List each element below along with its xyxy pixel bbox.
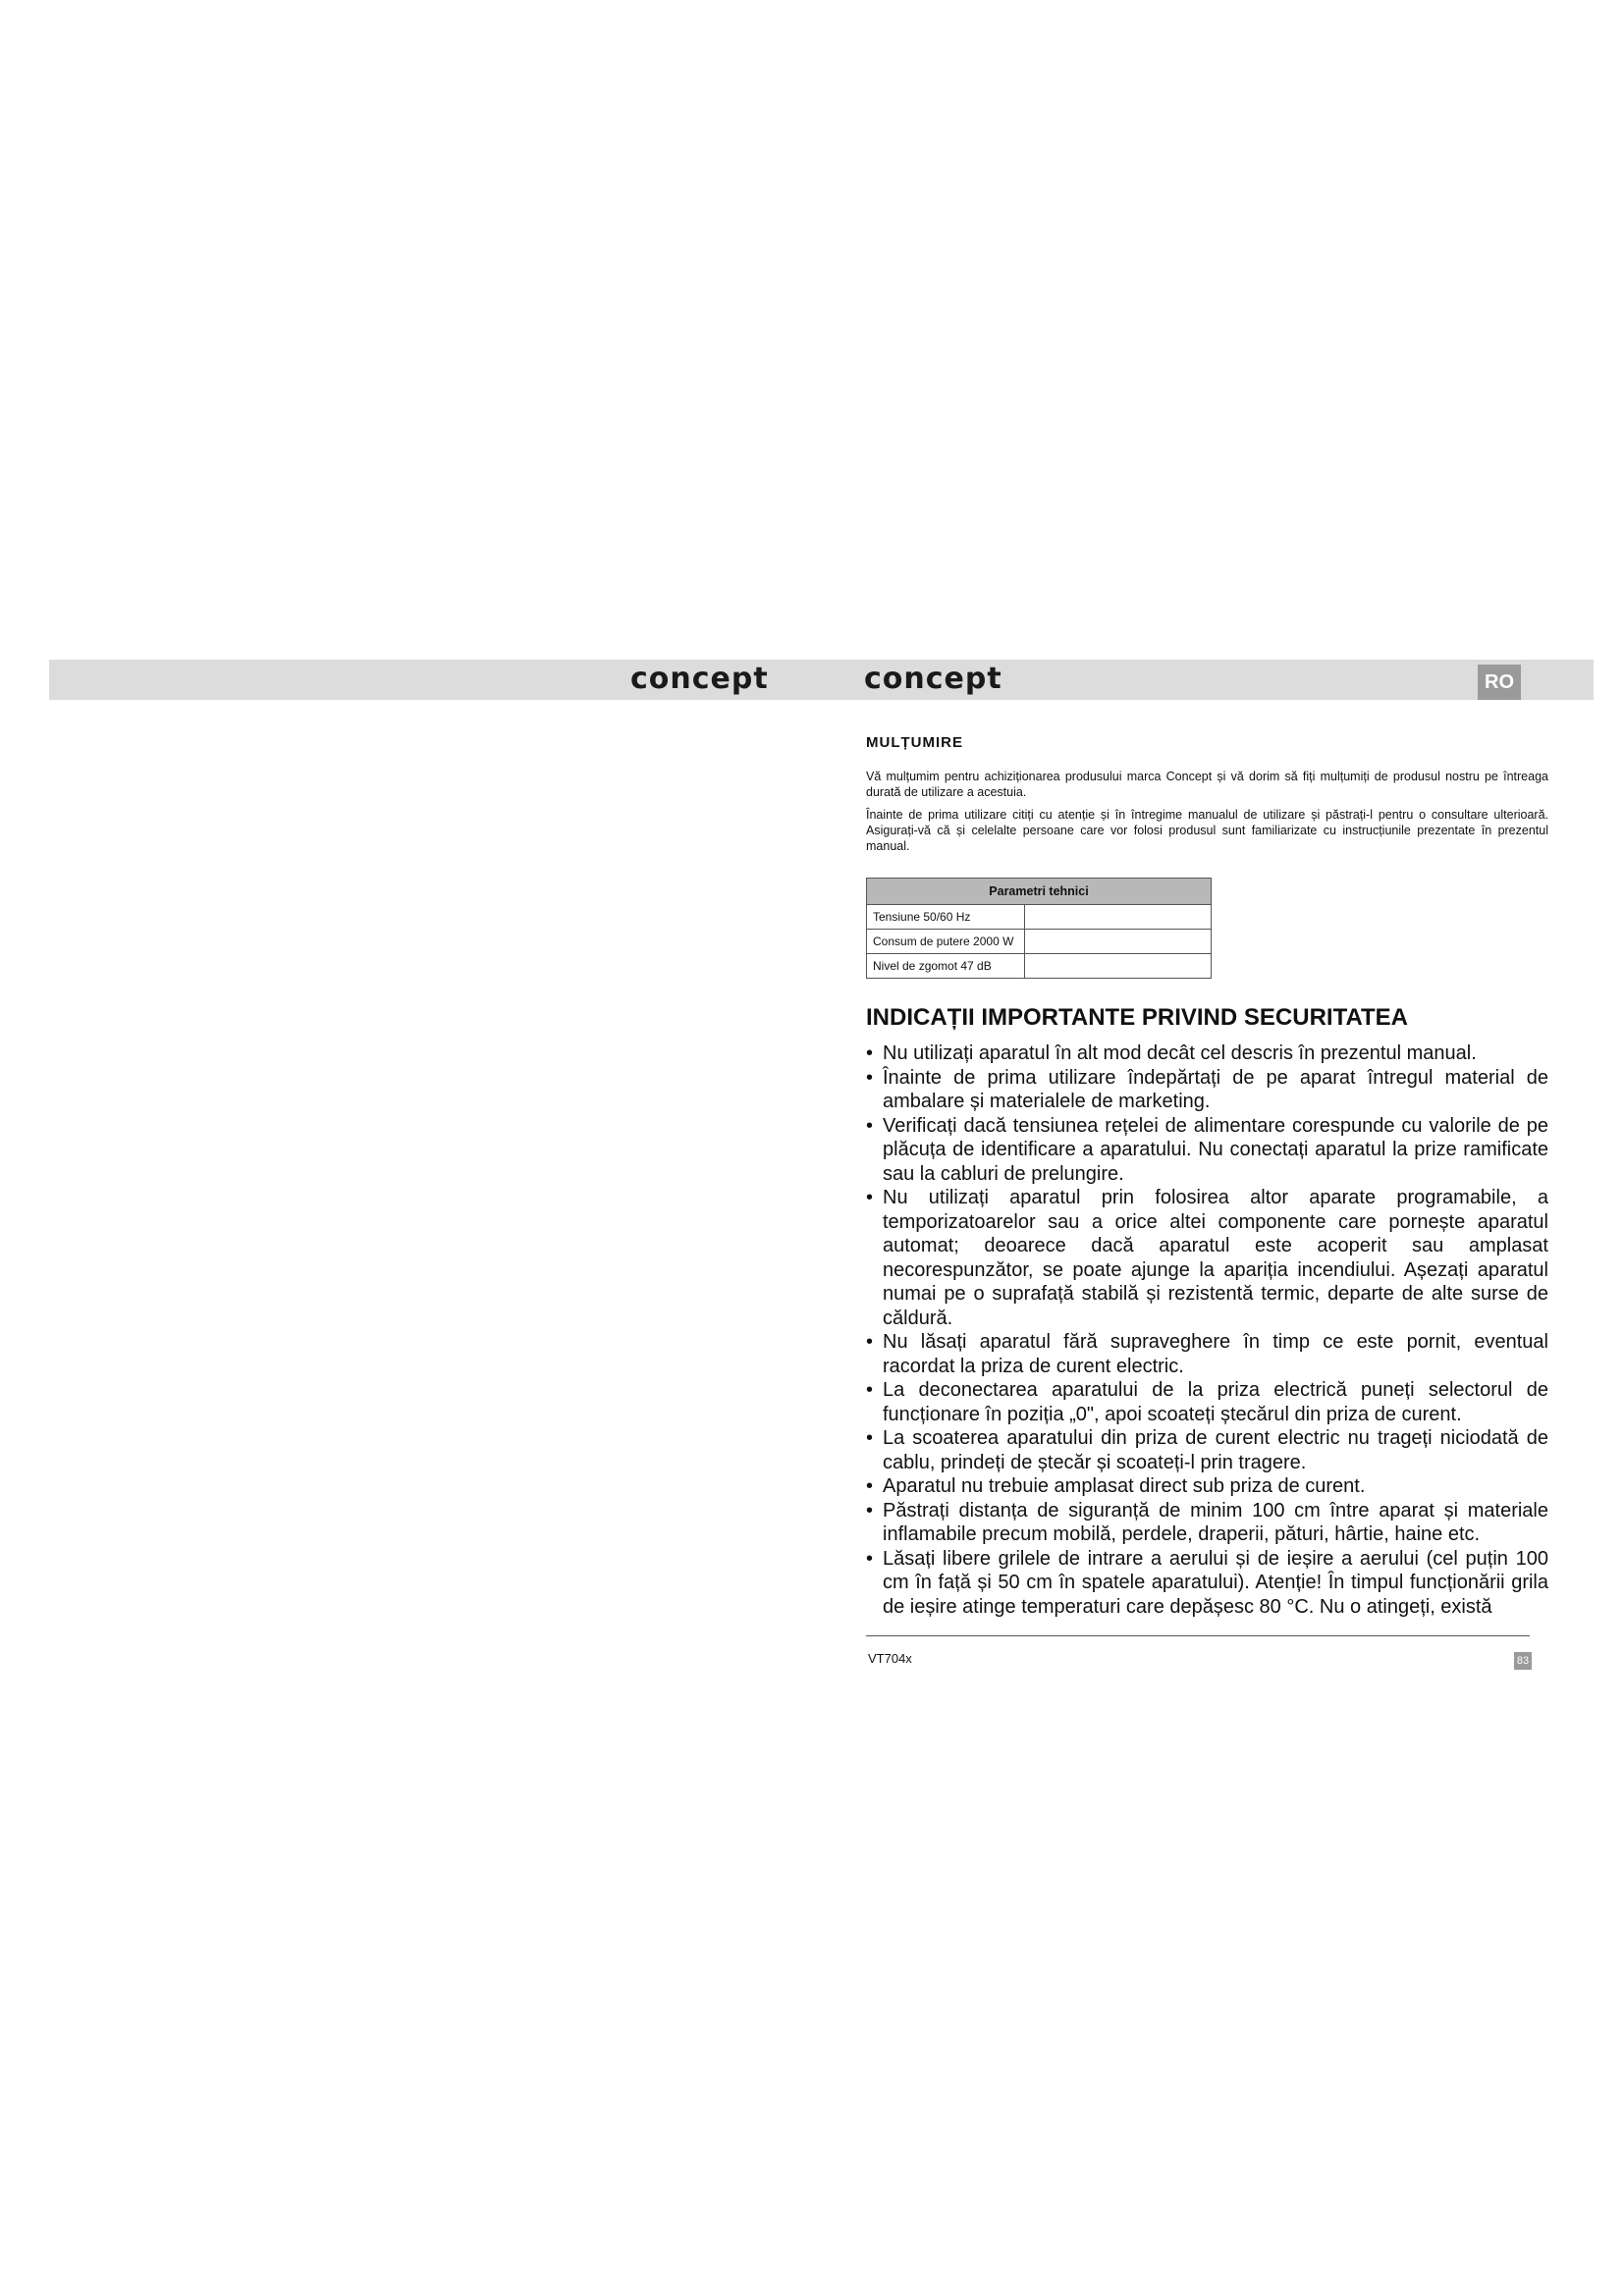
brand-logo-left: concept bbox=[630, 662, 769, 696]
thanks-heading: MULȚUMIRE bbox=[866, 734, 963, 751]
intro-paragraph: Vă mulțumim pentru achiziționarea produsului marca Concept și vă dorim să fiți mulțumiți de produsul nostru pe întreaga durată de utilizare a acestuia. bbox=[866, 770, 1548, 799]
brand-logo-right: concept bbox=[864, 662, 1002, 696]
list-item: • Lăsați libere grilele de intrare a aerului și de ieșire a aerului (cel puțin 100 cm în față și 50 cm în spatele aparatului). Atenție! În timpul funcționării grila de ieșire atinge temperaturi care depășesc 80 °C. Nu o atingeți, există bbox=[866, 1547, 1548, 1620]
list-item: • Nu utilizați aparatul în alt mod decât cel descris în prezentul manual. bbox=[866, 1041, 1548, 1066]
list-item: • Verificați dacă tensiunea rețelei de alimentare corespunde cu valorile de pe plăcuța de identificare a aparatului. Nu conectați aparatul la prize ramificate sau la cabluri de prelungire. bbox=[866, 1114, 1548, 1187]
list-item: • Aparatul nu trebuie amplasat direct sub priza de curent. bbox=[866, 1474, 1548, 1499]
footer-divider bbox=[866, 1635, 1530, 1636]
footer-model: VT704x bbox=[868, 1651, 912, 1666]
list-item: • La deconectarea aparatului de la priza electrică puneți selectorul de funcționare în poziția „0", apoi scoateți ștecărul din priza de curent. bbox=[866, 1378, 1548, 1426]
intro-paragraph: Înainte de prima utilizare citiți cu atenție și în întregime manualul de utilizare și păstrați-l pentru o consultare ulterioară. Asigurați-vă că și celelalte persoane care vor folosi produsul sunt familiarizate cu instrucțiunile prezentate în prezentul manual. bbox=[866, 808, 1548, 853]
table-row bbox=[867, 905, 1212, 930]
param-value bbox=[1025, 905, 1212, 930]
list-item: • Nu utilizați aparatul prin folosirea altor aparate programabile, a temporizatoarelor sau a orice altei componente care pornește aparatul automat; deoarece dacă aparatul este acoperit sau amplasat necorespunzător, se poate ajunge la apariția incendiului. Așezați aparatul numai pe o suprafață stabilă și rezistentă termic, departe de alte surse de căldură. bbox=[866, 1186, 1548, 1330]
safety-heading: INDICAȚII IMPORTANTE PRIVIND SECURITATEA bbox=[866, 1004, 1408, 1031]
param-value bbox=[1025, 954, 1212, 979]
table-title: Parametri tehnici bbox=[867, 879, 1212, 905]
param-value bbox=[1025, 930, 1212, 954]
param-label: Nivel de zgomot 47 dB bbox=[867, 954, 1025, 979]
header-bar bbox=[49, 660, 1594, 700]
list-item: • Nu lăsați aparatul fără supraveghere în timp ce este pornit, eventual racordat la priza de curent electric. bbox=[866, 1330, 1548, 1378]
safety-list bbox=[866, 1041, 1548, 1619]
technical-parameters-table bbox=[866, 878, 1212, 979]
param-label: Consum de putere 2000 W bbox=[867, 930, 1025, 954]
param-label: Tensiune 50/60 Hz bbox=[867, 905, 1025, 930]
language-badge: RO bbox=[1478, 665, 1521, 700]
table-row bbox=[867, 930, 1212, 954]
table-row bbox=[867, 954, 1212, 979]
page-number-badge: 83 bbox=[1514, 1652, 1532, 1670]
page-content bbox=[866, 734, 1548, 1619]
list-item: • La scoaterea aparatului din priza de curent electric nu trageți niciodată de cablu, prindeți de ștecăr și scoateți-l prin tragere. bbox=[866, 1426, 1548, 1474]
list-item: • Păstrați distanța de siguranță de minim 100 cm între aparat și materiale inflamabile precum mobilă, perdele, draperii, pături, hârtie, haine etc. bbox=[866, 1499, 1548, 1547]
list-item: • Înainte de prima utilizare îndepărtați de pe aparat întregul material de ambalare și materialele de marketing. bbox=[866, 1066, 1548, 1114]
